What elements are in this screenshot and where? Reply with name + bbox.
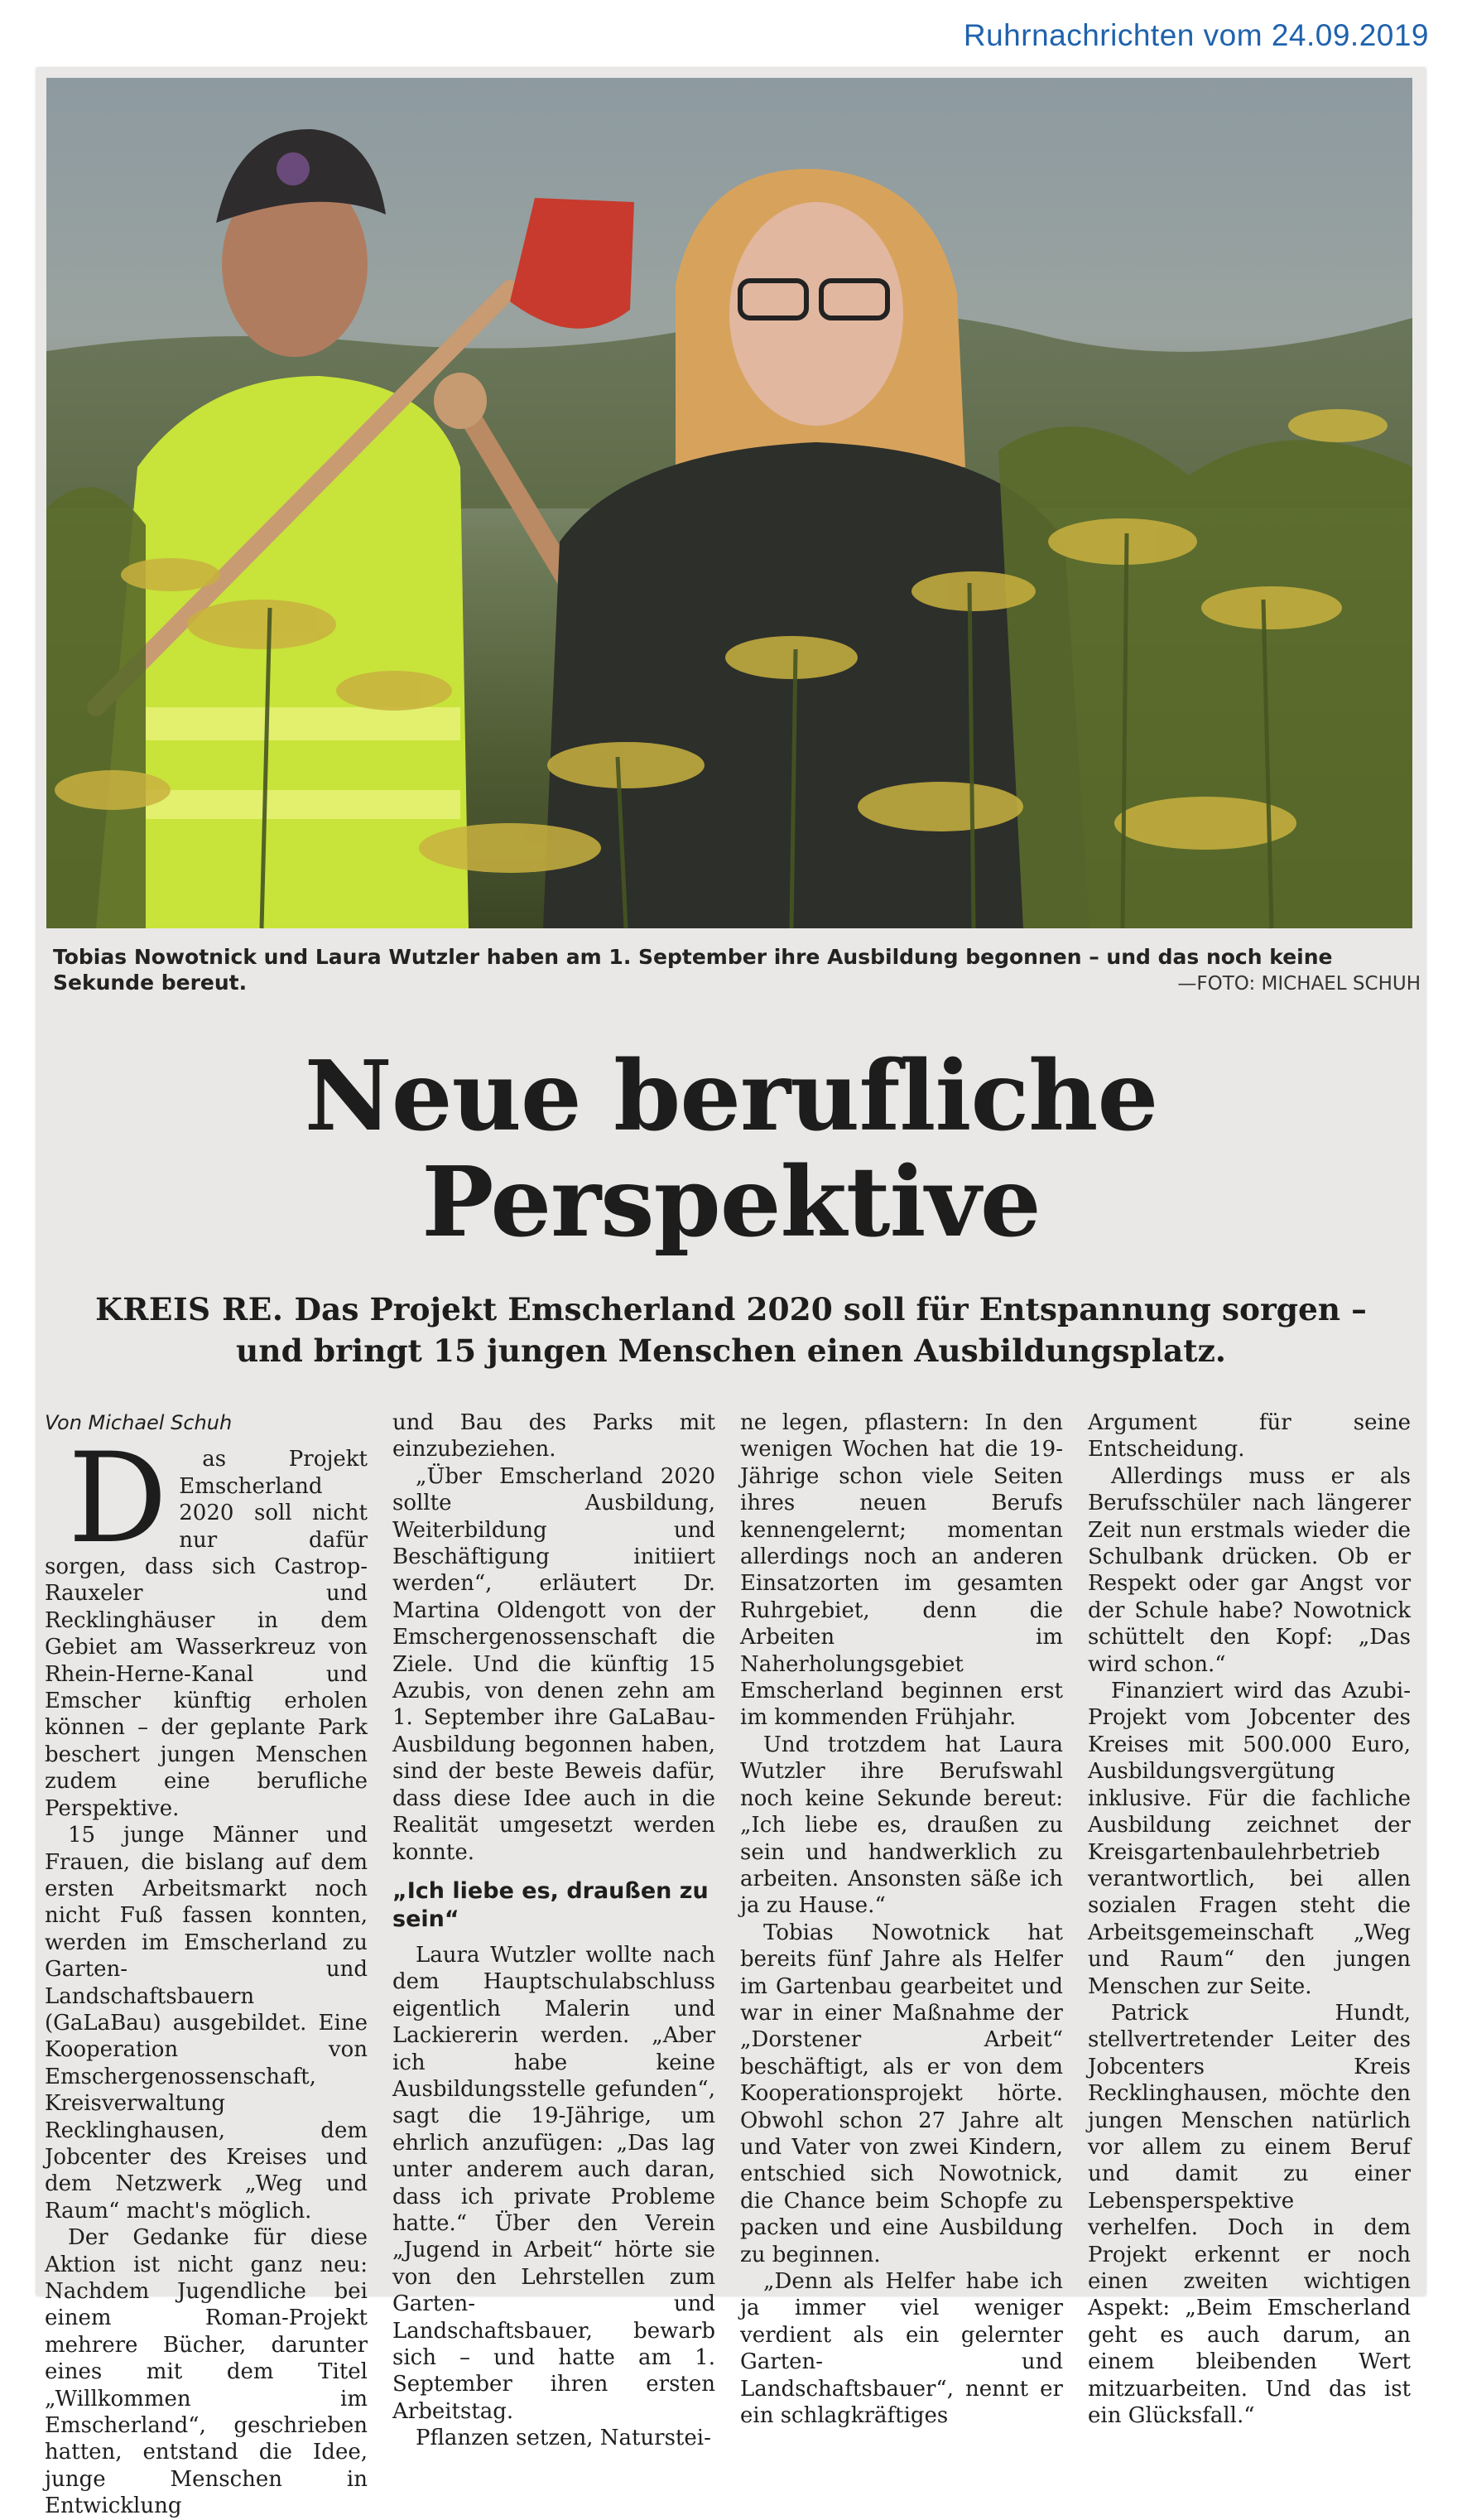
photo-credit: —FOTO: MICHAEL SCHUH <box>1177 973 1421 995</box>
headline <box>36 1040 1426 1259</box>
photo-illustration <box>46 78 1412 928</box>
article-column-3 <box>740 1409 1063 2429</box>
article-paragraph <box>45 1427 368 1822</box>
article-column-1 <box>45 1409 368 2519</box>
article-column-4 <box>1088 1409 1411 2429</box>
byline: Von Michael Schuh <box>45 1411 233 1434</box>
article-paragraph: Finanziert wird das Azubi-Projekt vom Jobcenter des Kreises mit 500.000 Euro, Ausbildungsvergütung inklusive. Für die fachliche Ausbildung zeichnet der Kreisgartenbaulehrbetrieb verantwortlich, bei allen sozialen Fragen steht die Arbeitsgemeinschaft „Weg und Raum“ den jungen Menschen zur Seite. <box>1088 1679 1411 1999</box>
teaser-line-1-text: Das Projekt Emscherland 2020 soll für Entspannung sorgen – <box>294 1291 1367 1327</box>
article-paragraph: 15 junge Männer und Frauen, die bislang auf dem ersten Arbeitsmarkt noch nicht Fuß fassen konnten, werden im Emscherland zu Garten- und Landschaftsbauern (GaLaBau) ausgebildet. Eine Kooperation von Emschergenossenschaft, Kreisverwaltung Recklinghausen, dem Jobcenter des Kreises und dem Netzwerk „Weg und Raum“ macht's möglich. <box>45 1823 368 2224</box>
paragraph-text: as Projekt Emscherland 2020 soll nicht nur dafür sorgen, dass sich Castrop-Rauxeler und Recklinghäuser in dem Gebiet am Wasserkreuz von Rhein-Herne-Kanal und Emscher künftig erholen können – der geplante Park beschert jungen Menschen zudem eine berufliche Perspektive. <box>45 1447 368 1821</box>
teaser-line-2: und bringt 15 jungen Menschen einen Ausbildungsplatz. <box>236 1332 1226 1369</box>
dropcap: D <box>68 1427 168 1572</box>
photo-caption: Tobias Nowotnick und Laura Wutzler haben am 1. September ihre Ausbildung begonnen – und das noch keine Sekunde bereut. <box>53 945 1333 995</box>
teaser <box>36 1289 1426 1371</box>
article-paragraph: und Bau des Parks mit einzubeziehen. <box>392 1410 715 1462</box>
teaser-line-1 <box>36 1289 1426 1330</box>
article-paragraph: Der Gedanke für diese Aktion ist nicht ganz neu: Nachdem Jugendliche bei einem Roman-Projekt mehrere Bücher, darunter eines mit dem Titel „Willkommen im Emscherland“, geschrieben hatten, entstand die Idee, junge Menschen in Entwicklung <box>45 2225 368 2519</box>
article-paragraph: Patrick Hundt, stellvertretender Leiter des Jobcenters Kreis Recklinghausen, möchte den jungen Menschen natürlich vor allem zu einem Beruf und damit zu einer Lebensperspektive verhelfen. Doch in dem Projekt erkennt er noch einen zweiten wichtigen Aspekt: „Beim Emscherland geht es auch darum, an einem bleibenden Wert mitzuarbeiten. Und das ist ein Glücksfall.“ <box>1088 2000 1411 2429</box>
subheading: „Ich liebe es, draußen zu sein“ <box>392 1877 709 1932</box>
article-paragraph: „Denn als Helfer habe ich ja immer viel weniger verdient als ein gelernter Garten- und Landschaftsbauer“, nennt er ein schlagkräftiges <box>740 2269 1063 2429</box>
article-paragraph: ne legen, pflastern: In den wenigen Wochen hat die 19-Jährige schon viele Seiten ihres neuen Berufs kennengelernt; momentan allerdings noch an anderen Einsatzorten im gesamten Ruhrgebiet, denn die Arbeiten im Naherholungsgebiet Emscherland beginnen erst im kommenden Frühjahr. <box>740 1410 1063 1731</box>
article-paragraph: Und trotzdem hat Laura Wutzler ihre Berufswahl noch keine Sekunde bereut: „Ich liebe es, draußen zu sein und handwerklich zu arbeiten. Ansonsten säße ich ja zu Hause.“ <box>740 1732 1063 1919</box>
headline-line-2: Perspektive <box>421 1146 1041 1259</box>
article-column-2 <box>392 1409 715 2451</box>
article-paragraph: Argument für seine Entscheidung. <box>1088 1410 1411 1462</box>
article-photo <box>46 78 1412 928</box>
article-paragraph: Allerdings muss er als Berufsschüler nach längerer Zeit nun erstmals wieder die Schulbank drücken. Ob er Respekt oder gar Angst vor der Schule habe? Nowotnick schüttelt den Kopf: „Das wird schon.“ <box>1088 1463 1411 1677</box>
article-paragraph: Laura Wutzler wollte nach dem Hauptschulabschluss eigentlich Malerin und Lackiererin werden. „Aber ich habe keine Ausbildungsstelle gefunden“, sagt die 19-Jährige, um ehrlich anzufügen: „Das lag unter anderem auch daran, dass ich private Probleme hatte.“ Über den Verein „Jugend in Arbeit“ hörte sie von den Lehrstellen zum Garten- und Landschaftsbauer, bewarb sich – und hatte am 1. September ihren ersten Arbeitstag. <box>392 1942 715 2424</box>
article-paragraph: Tobias Nowotnick hat bereits fünf Jahre als Helfer im Gartenbau gearbeitet und war in einer Maßnahme der „Dorstener Arbeit“ beschäftigt, als er von dem Kooperationsprojekt hörte. Obwohl schon 27 Jahre alt und Vater von zwei Kindern, entschied sich Nowotnick, die Chance beim Schopfe zu packen und eine Ausbildung zu beginnen. <box>740 1920 1063 2267</box>
teaser-kicker: KREIS RE. <box>95 1291 284 1327</box>
source-line: Ruhrnachrichten vom 24.09.2019 <box>963 18 1429 52</box>
article-paragraph: Pflanzen setzen, Naturstei- <box>416 2426 711 2451</box>
newspaper-clipping <box>36 68 1426 2519</box>
article-body <box>45 1409 1411 2519</box>
article-paragraph: „Über Emscherland 2020 sollte Ausbildung, Weiterbildung und Beschäftigung initiiert werden“, erläutert Dr. Martina Oldengott von der Emschergenossenschaft die Ziele. Und die künftig 15 Azubis, von denen zehn am 1. September ihre GaLaBau-Ausbildung begonnen haben, sind der beste Beweis dafür, dass diese Idee auch in die Realität umgesetzt werden konnte. <box>392 1463 715 1865</box>
headline-line-1: Neue berufliche <box>304 1040 1158 1153</box>
